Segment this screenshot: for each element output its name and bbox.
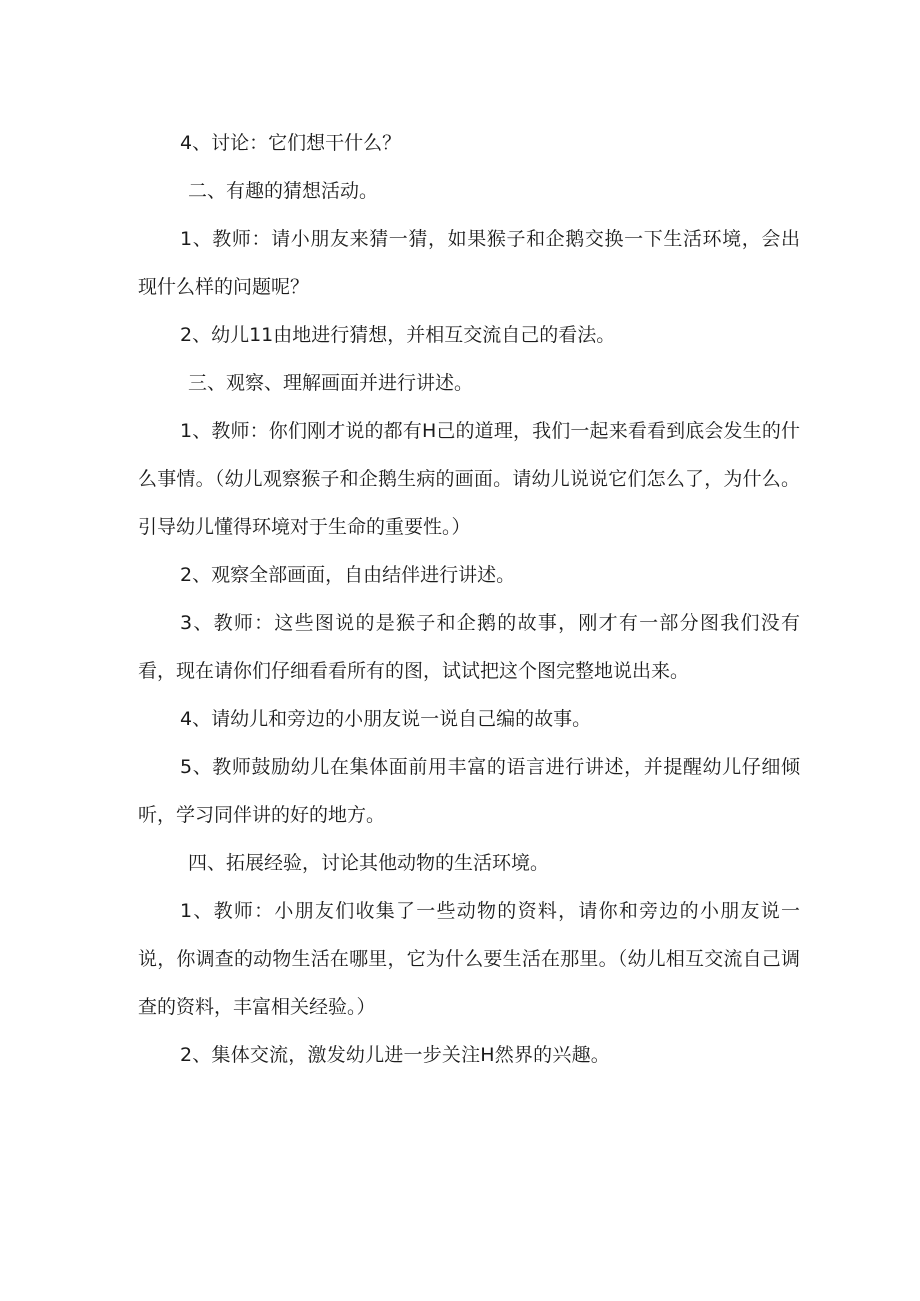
paragraph-observe-1: 1、教师：你们刚才说的都有H己的道理，我们一起来看看到底会发生的什么事情。（幼儿观察猴子和企鹅生病的画面。请幼儿说说它们怎么了，为什么。引导幼儿懂得环境对于生命的重要性。） (138, 420, 800, 538)
paragraph-observe-5: 5、教师鼓励幼儿在集体面前用丰富的语言进行讲述，并提醒幼儿仔细倾听，学习同伴讲的好的地方。 (138, 756, 800, 826)
paragraph-expand-1: 1、教师：小朋友们收集了一些动物的资料，请你和旁边的小朋友说一说，你调查的动物生活在哪里，它为什么要生活在那里。（幼儿相互交流自己调查的资料，丰富相关经验。） (138, 900, 800, 1018)
document-body (138, 119, 800, 1079)
paragraph-discussion-4: 4、讨论：它们想干什么？ (180, 132, 402, 154)
paragraph-observe-2: 2、观察全部画面，自由结伴进行讲述。 (180, 564, 516, 586)
paragraph-guess-2: 2、幼儿11由地进行猜想，并相互交流自己的看法。 (180, 324, 616, 346)
section-heading-2: 二、有趣的猜想活动。 (188, 180, 379, 202)
paragraph-guess-1: 1、教师：请小朋友来猜一猜，如果猴子和企鹅交换一下生活环境，会出现什么样的问题呢？ (138, 228, 800, 298)
paragraph-observe-4: 4、请幼儿和旁边的小朋友说一说自己编的故事。 (180, 708, 592, 730)
paragraph-observe-3: 3、教师：这些图说的是猴子和企鹅的故事，刚才有一部分图我们没有看，现在请你们仔细看看所有的图，试试把这个图完整地说出来。 (138, 612, 800, 682)
section-heading-4: 四、拓展经验，讨论其他动物的生活环境。 (188, 852, 550, 874)
section-heading-3: 三、观察、理解画面并进行讲述。 (188, 372, 474, 394)
paragraph-expand-2: 2、集体交流，激发幼儿进一步关注H然界的兴趣。 (180, 1044, 610, 1066)
